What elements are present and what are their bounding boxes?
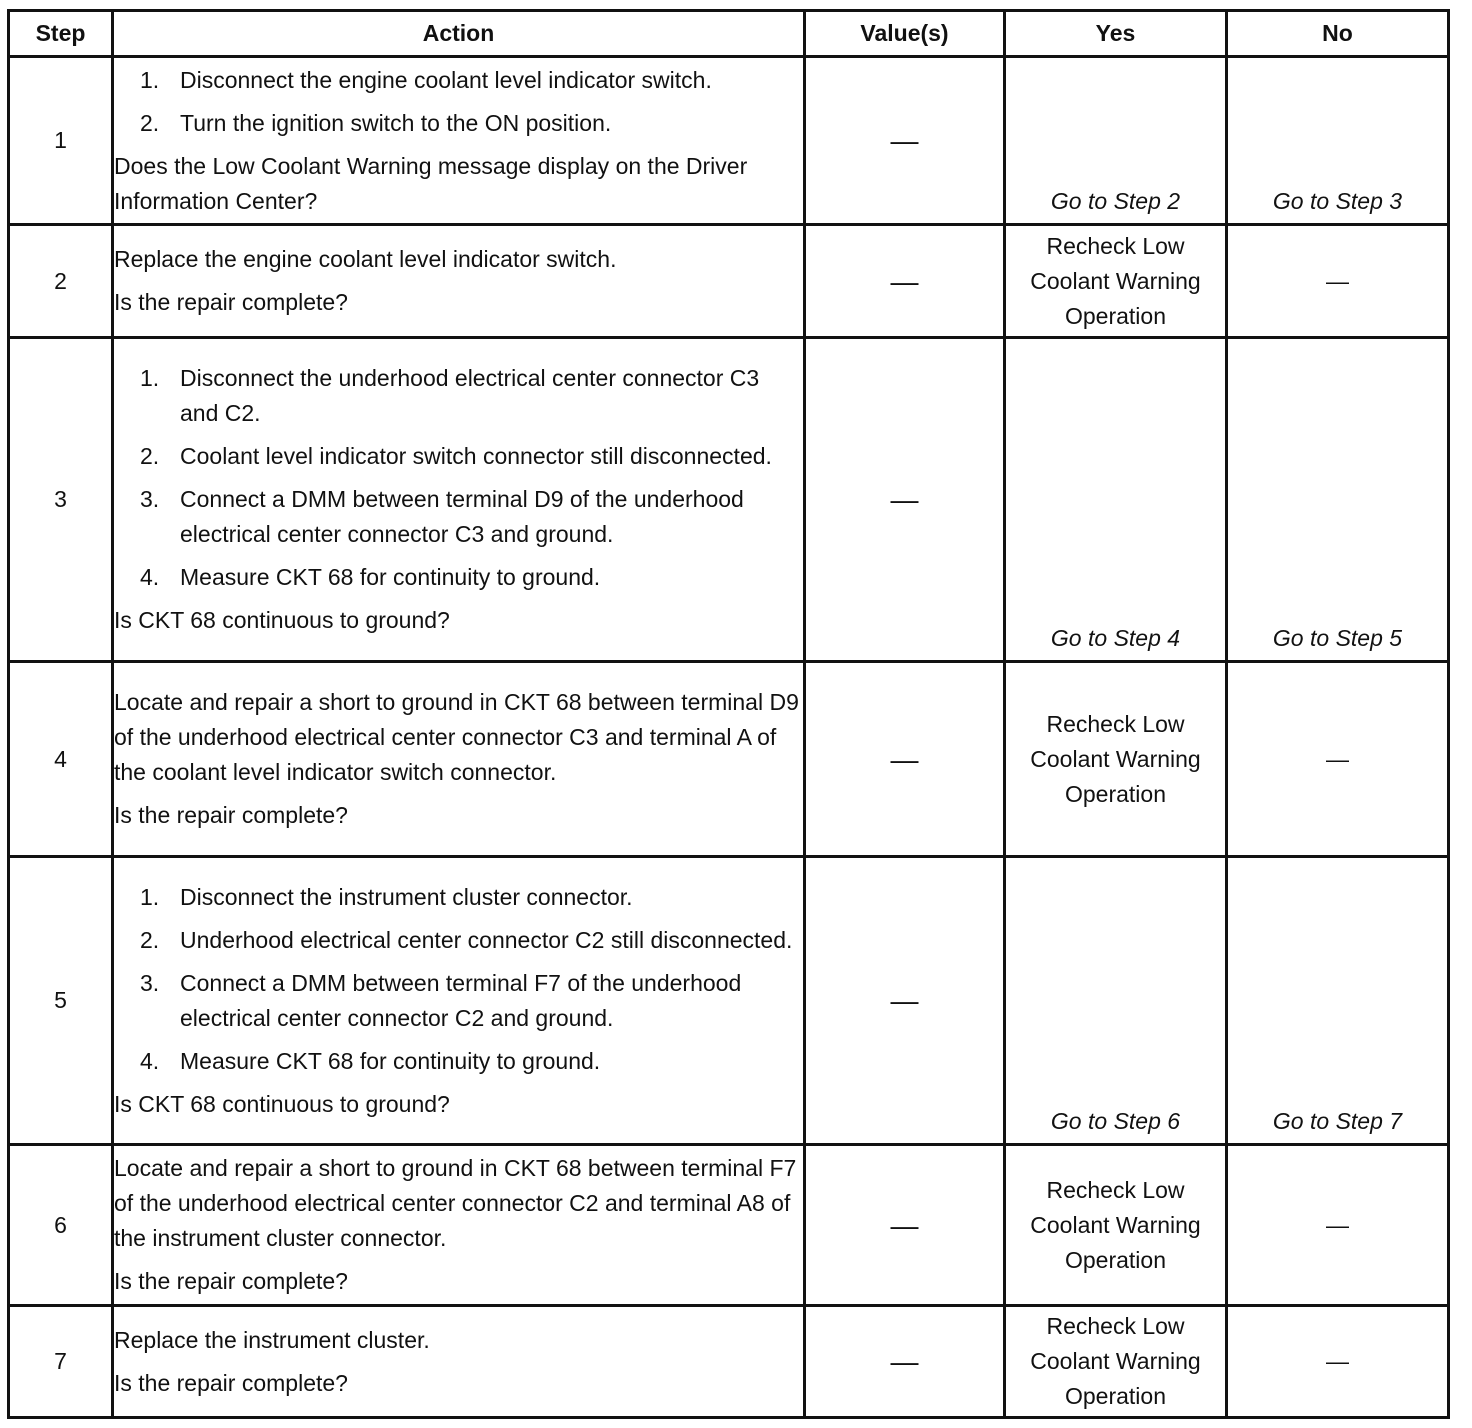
action-cell: [113, 857, 805, 1145]
question-text: Does the Low Coolant Warning message display on the Driver Information Center?: [114, 152, 748, 214]
item-number: 2.: [140, 926, 160, 953]
item-text: Connect a DMM between terminal D9 of the underhood electrical center connector C3 and ground.: [180, 486, 744, 547]
yes-cell: Go to Step 4: [1005, 338, 1227, 662]
item-number: 3.: [140, 969, 160, 996]
table-row: [9, 338, 1449, 662]
yes-cell: Recheck Low Coolant Warning Operation: [1005, 662, 1227, 857]
list-item: [140, 966, 803, 1036]
yes-cell: Go to Step 6: [1005, 857, 1227, 1145]
no-cell: —: [1227, 1306, 1449, 1418]
value-cell: —: [805, 225, 1005, 338]
list-item: [140, 106, 803, 141]
item-text: Coolant level indicator switch connector still disconnected.: [180, 443, 772, 469]
item-text: Measure CKT 68 for continuity to ground.: [180, 564, 601, 590]
item-number: 2.: [140, 443, 160, 469]
no-cell: Go to Step 5: [1227, 338, 1449, 662]
procedure-list: [114, 361, 803, 595]
list-item: [140, 880, 803, 915]
yes-cell: Recheck Low Coolant Warning Operation: [1005, 225, 1227, 338]
list-item: [140, 361, 803, 431]
table-row: [9, 1306, 1449, 1418]
item-number: 3.: [140, 486, 160, 512]
question-text: Is the repair complete?: [114, 1268, 348, 1294]
item-number: 1.: [140, 883, 160, 910]
question-text: Is the repair complete?: [114, 802, 348, 828]
item-number: 1.: [140, 365, 160, 391]
header-row: [9, 11, 1449, 57]
header-action: Action: [113, 11, 805, 57]
step-number: 1: [9, 57, 113, 225]
no-cell: Go to Step 7: [1227, 857, 1449, 1145]
header-step: Step: [9, 11, 113, 57]
action-cell: [113, 1145, 805, 1306]
action-cell: [113, 57, 805, 225]
question-text: Is CKT 68 continuous to ground?: [114, 607, 450, 633]
table-row: [9, 662, 1449, 857]
item-text: Disconnect the underhood electrical center connector C3 and C2.: [180, 365, 760, 426]
yes-cell: Recheck Low Coolant Warning Operation: [1005, 1145, 1227, 1306]
header-yes: Yes: [1005, 11, 1227, 57]
item-text: Measure CKT 68 for continuity to ground.: [180, 1047, 601, 1074]
value-cell: —: [805, 1306, 1005, 1418]
action-text: Replace the engine coolant level indicator switch.: [114, 246, 617, 272]
yes-cell: Go to Step 2: [1005, 57, 1227, 225]
value-cell: —: [805, 338, 1005, 662]
no-cell: —: [1227, 1145, 1449, 1306]
action-cell: [113, 662, 805, 857]
value-cell: —: [805, 857, 1005, 1145]
question-text: Is CKT 68 continuous to ground?: [114, 1090, 450, 1117]
no-cell: —: [1227, 662, 1449, 857]
step-number: 7: [9, 1306, 113, 1418]
table-row: [9, 857, 1449, 1145]
item-number: 1.: [140, 66, 160, 93]
step-number: 3: [9, 338, 113, 662]
yes-cell: Recheck Low Coolant Warning Operation: [1005, 1306, 1227, 1418]
item-number: 4.: [140, 1047, 160, 1074]
no-cell: Go to Step 3: [1227, 57, 1449, 225]
item-text: Underhood electrical center connector C2 still disconnected.: [180, 926, 793, 953]
question-text: Is the repair complete?: [114, 1369, 348, 1396]
item-text: Disconnect the instrument cluster connector.: [180, 883, 633, 910]
step-number: 4: [9, 662, 113, 857]
step-number: 5: [9, 857, 113, 1145]
procedure-list: [114, 880, 803, 1079]
list-item: [140, 1044, 803, 1079]
list-item: [140, 560, 803, 595]
item-text: Turn the ignition switch to the ON position.: [180, 109, 612, 136]
value-cell: —: [805, 1145, 1005, 1306]
table-row: [9, 225, 1449, 338]
item-text: Connect a DMM between terminal F7 of the underhood electrical center connector C2 and ground.: [180, 969, 742, 1031]
value-cell: —: [805, 57, 1005, 225]
list-item: [140, 482, 803, 552]
procedure-list: [114, 63, 803, 141]
question-text: Is the repair complete?: [114, 289, 348, 315]
no-cell: —: [1227, 225, 1449, 338]
list-item: [140, 923, 803, 958]
header-no: No: [1227, 11, 1449, 57]
action-cell: [113, 338, 805, 662]
header-values: Value(s): [805, 11, 1005, 57]
table-row: [9, 1145, 1449, 1306]
item-number: 2.: [140, 109, 160, 136]
item-text: Disconnect the engine coolant level indicator switch.: [180, 66, 712, 93]
action-text: Locate and repair a short to ground in CKT 68 between terminal D9 of the underhood electrical center connector C3 and terminal A of the coolant level indicator switch connector.: [114, 689, 799, 785]
diagnostic-table: [7, 9, 1450, 1419]
item-number: 4.: [140, 564, 160, 590]
value-cell: —: [805, 662, 1005, 857]
action-cell: [113, 1306, 805, 1418]
list-item: [140, 63, 803, 98]
step-number: 6: [9, 1145, 113, 1306]
action-text: Locate and repair a short to ground in CKT 68 between terminal F7 of the underhood electrical center connector C2 and terminal A8 of the instrument cluster connector.: [114, 1155, 797, 1251]
list-item: [140, 439, 803, 474]
step-number: 2: [9, 225, 113, 338]
table-row: [9, 57, 1449, 225]
action-cell: [113, 225, 805, 338]
action-text: Replace the instrument cluster.: [114, 1326, 430, 1353]
